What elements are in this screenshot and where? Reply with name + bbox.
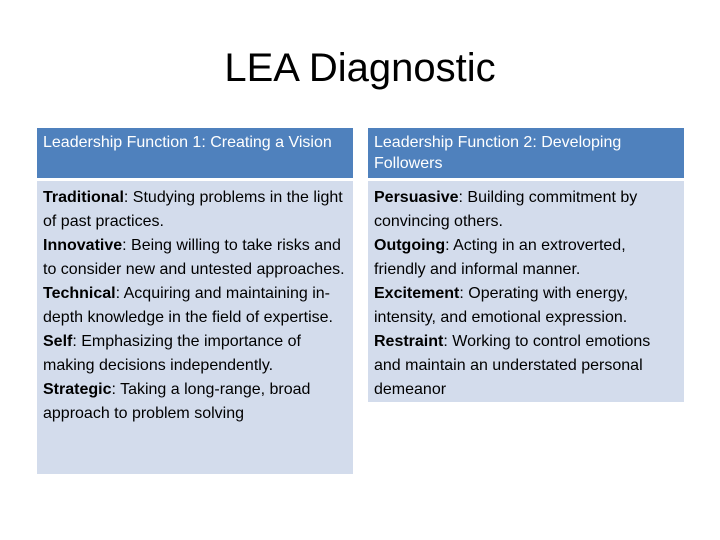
- function-1-column: [37, 128, 353, 474]
- entry-excitement: [374, 282, 678, 330]
- entry-description: : Acting in an extroverted, friendly and informal manner.: [374, 237, 626, 278]
- entry-innovative: [43, 234, 347, 282]
- entry-description: : Building commitment by convincing others.: [374, 189, 638, 230]
- entry-term: Traditional: [43, 189, 124, 206]
- entry-strategic: [43, 378, 347, 426]
- entry-term: Restraint: [374, 333, 444, 350]
- entry-description: : Working to control emotions and maintain an understated personal demeanor: [374, 333, 651, 398]
- entry-description: : Emphasizing the importance of making decisions independently.: [43, 333, 301, 374]
- entry-term: Technical: [43, 285, 116, 302]
- entry-traditional: [43, 186, 347, 234]
- function-2-body: [368, 181, 684, 402]
- entry-description: : Operating with energy, intensity, and emotional expression.: [374, 285, 629, 326]
- entry-outgoing: [374, 234, 678, 282]
- function-2-header: Leadership Function 2: Developing Followers: [368, 128, 684, 178]
- entry-restraint: [374, 330, 678, 402]
- entry-self: [43, 330, 347, 378]
- entry-term: Self: [43, 333, 73, 350]
- function-2-column: [368, 128, 684, 402]
- function-1-header: Leadership Function 1: Creating a Vision: [37, 128, 353, 178]
- entry-term: Persuasive: [374, 189, 459, 206]
- entry-description: : Acquiring and maintaining in-depth knowledge in the field of expertise.: [43, 285, 333, 326]
- entry-term: Outgoing: [374, 237, 446, 254]
- function-1-body: [37, 181, 353, 474]
- entry-term: Excitement: [374, 285, 460, 302]
- slide-title: LEA Diagnostic: [224, 46, 496, 90]
- entry-term: Strategic: [43, 381, 112, 398]
- entry-description: : Studying problems in the light of past practices.: [43, 189, 343, 230]
- entry-term: Innovative: [43, 237, 123, 254]
- entry-persuasive: [374, 186, 678, 234]
- entry-technical: [43, 282, 347, 330]
- entry-description: : Taking a long-range, broad approach to problem solving: [43, 381, 311, 422]
- entry-description: : Being willing to take risks and to consider new and untested approaches.: [43, 237, 345, 278]
